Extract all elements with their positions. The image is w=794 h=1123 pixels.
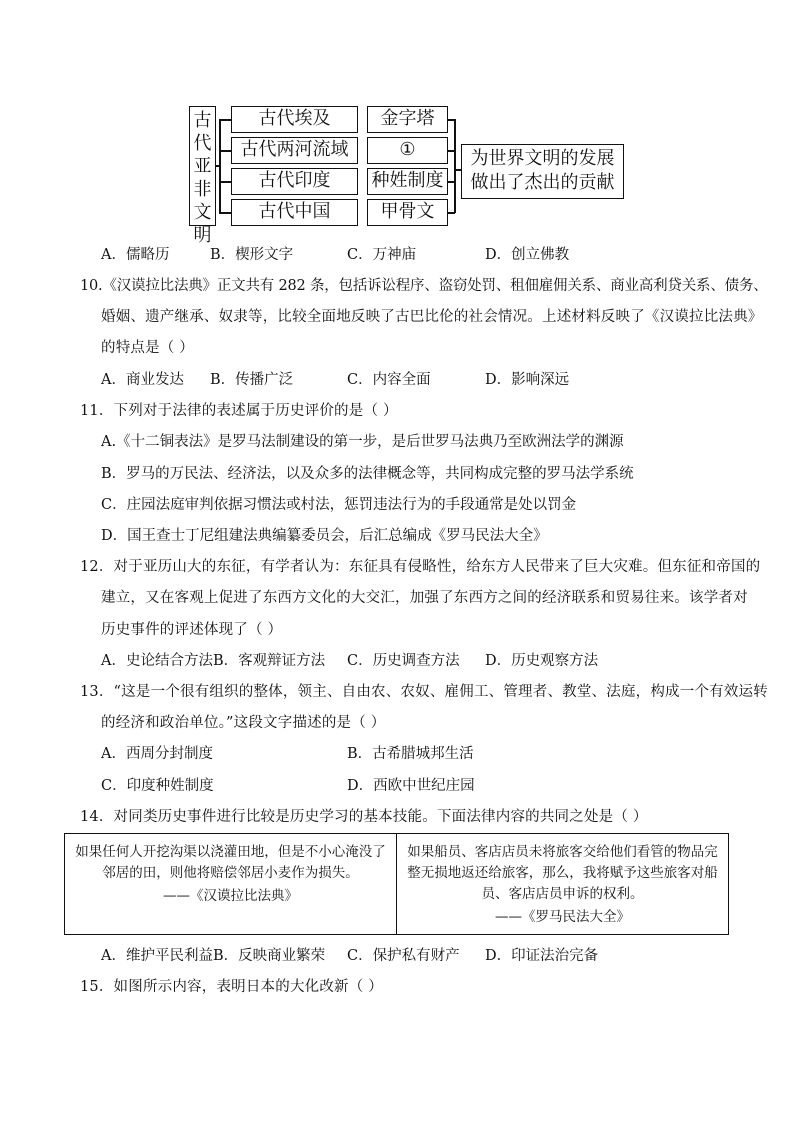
bracket-left-tick — [219, 181, 231, 183]
q11-stem: 11．下列对于法律的表述属于历史评价的是（ ） — [80, 403, 398, 419]
hammurabi-source: ——《汉谟拉比法典》 — [163, 888, 298, 904]
q12-option-c: C．历史调查方法 — [347, 653, 460, 669]
vertical-char: 古 — [193, 110, 212, 131]
region-box-egypt: 古代埃及 — [231, 106, 358, 133]
region-box-india: 古代印度 — [231, 168, 358, 195]
q13-option-a: A．西周分封制度 — [101, 746, 213, 762]
vertical-char: 代 — [193, 133, 212, 154]
q13-stem-line: 13．“这是一个很有组织的整体，领主、自由农、农奴、雇佣工、管理者、教堂、法庭，构成一个有效运转 — [80, 684, 768, 700]
q9-option-d: D．创立佛教 — [485, 247, 570, 263]
q12-option-d: D．历史观察方法 — [485, 653, 599, 669]
vertical-char: 文 — [193, 202, 212, 223]
q11-option-d: D．国王查士丁尼组建法典编纂委员会，后汇总编成《罗马民法大全》 — [101, 528, 548, 544]
q10-option-a: A．商业发达 — [101, 372, 184, 388]
law-comparison-table — [64, 833, 729, 935]
bracket-right-vertical — [454, 119, 456, 213]
achievement-box-caste: 种姓制度 — [367, 168, 448, 195]
q13-option-c: C．印度种姓制度 — [101, 778, 214, 794]
region-box-china: 古代中国 — [231, 199, 358, 226]
roman-law-source: ——《罗马民法大全》 — [495, 909, 630, 925]
hammurabi-cell — [65, 834, 397, 935]
q10-option-d: D．影响深远 — [485, 372, 570, 388]
vertical-char: 亚 — [193, 156, 212, 177]
conclusion-box — [461, 144, 624, 199]
q14-option-ab: A．维护平民利益B．反映商业繁荣 — [101, 948, 326, 964]
vertical-label-box — [189, 106, 216, 246]
bracket-right-stem — [454, 169, 461, 171]
achievement-box-oracle: 甲骨文 — [367, 199, 448, 226]
roman-law-text: 如果船员、客店店员未将旅客交给他们看管的物品完整无损地返还给旅客，那么，我将赋予这些旅客对船员、客店店员申诉的权利。 — [407, 844, 718, 902]
hammurabi-text: 如果任何人开挖沟渠以浇灌田地，但是不小心淹没了邻居的田，则他将赔偿邻居小麦作为损失。 — [75, 844, 386, 881]
q12-option-ab: A．史论结合方法B．客观辩证方法 — [101, 653, 326, 669]
bracket-left-tick — [219, 150, 231, 152]
q14-option-c: C．保护私有财产 — [347, 948, 460, 964]
roman-law-cell — [397, 834, 729, 935]
conclusion-line: 做出了杰出的贡献 — [470, 172, 615, 193]
q13-option-d: D．西欧中世纪庄园 — [347, 778, 475, 794]
q10-option-b: B．传播广泛 — [210, 372, 294, 388]
q14-option-d: D．印证法治完备 — [485, 948, 599, 964]
q13-stem-line: 的经济和政治单位。”这段文字描述的是（ ） — [101, 715, 386, 731]
q10-stem-line: 的特点是（ ） — [101, 340, 195, 356]
achievement-box-blank: ① — [367, 137, 448, 164]
q11-option-b: B．罗马的万民法、经济法，以及众多的法律概念等，共同构成完整的罗马法学系统 — [101, 466, 634, 482]
q13-option-b: B．古希腊城邦生活 — [347, 746, 474, 762]
vertical-char: 明 — [193, 225, 212, 246]
q10-stem-line: 婚姻、遗产继承、奴隶等，比较全面地反映了古巴比伦的社会情况。上述材料反映了《汉谟拉比法典》 — [101, 309, 763, 325]
ancient-civilizations-diagram — [189, 106, 624, 246]
bracket-left-stem — [216, 165, 220, 167]
bracket-left-tick — [219, 119, 231, 121]
achievement-box-pyramid: 金字塔 — [367, 106, 448, 133]
bracket-left-tick — [219, 212, 231, 214]
q10-option-c: C．内容全面 — [347, 372, 431, 388]
region-box-mesopotamia: 古代两河流域 — [231, 137, 358, 164]
q9-option-b: B．楔形文字 — [210, 247, 294, 263]
q9-option-c: C．万神庙 — [347, 247, 417, 263]
q15-stem: 15．如图所示内容，表明日本的大化改新（ ） — [80, 979, 383, 995]
q12-stem-line: 建立，又在客观上促进了东西方文化的大交汇，加强了东西方之间的经济联系和贸易往来。该学者对 — [101, 590, 748, 606]
conclusion-line: 为世界文明的发展 — [470, 148, 615, 169]
q12-stem-line: 历史事件的评述体现了（ ） — [101, 622, 283, 638]
q11-option-c: C．庄园法庭审判依据习惯法或村法，惩罚违法行为的手段通常是处以罚金 — [101, 497, 577, 513]
vertical-char: 非 — [193, 179, 212, 200]
q12-stem-line: 12．对于亚历山大的东征，有学者认为：东征具有侵略性，给东方人民带来了巨大灾难。但东征和帝国的 — [80, 559, 761, 575]
q10-stem-line: 10.《汉谟拉比法典》正文共有 282 条，包括诉讼程序、盗窃处罚、租佃雇佣关系、商业高利贷关系、债务、 — [80, 278, 768, 294]
q11-option-a: A.《十二铜表法》是罗马法制建设的第一步，是后世罗马法典乃至欧洲法学的渊源 — [101, 434, 624, 450]
q9-option-a: A．儒略历 — [101, 247, 170, 263]
q14-stem: 14．对同类历史事件进行比较是历史学习的基本技能。下面法律内容的共同之处是（ ） — [80, 809, 648, 825]
